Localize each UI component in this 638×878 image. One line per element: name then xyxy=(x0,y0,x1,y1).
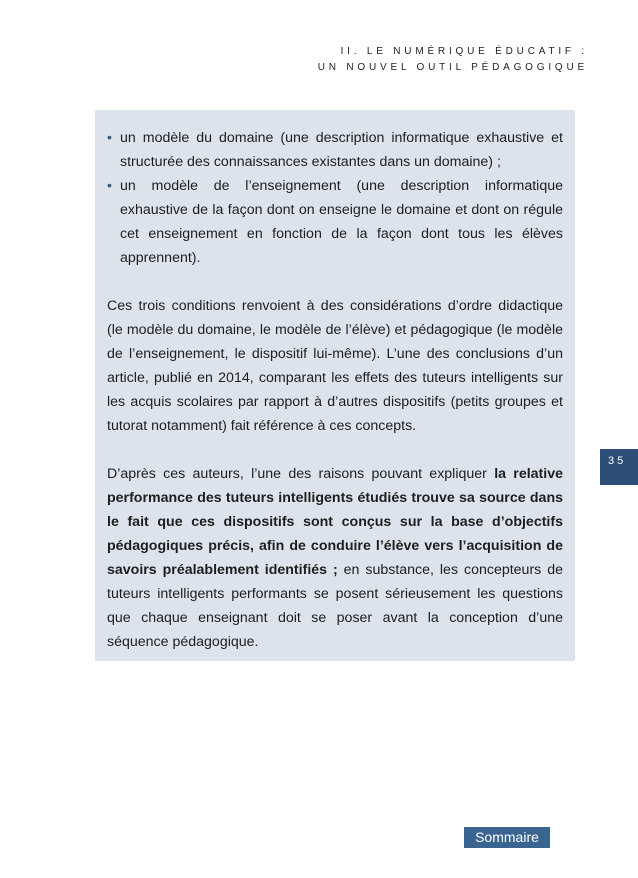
header-line-2: UN NOUVEL OUTIL PÉDAGOGIQUE xyxy=(317,62,588,73)
paragraph-2-bold: la relative performance des tuteurs intelligents étudiés trouve sa source dans le fait que ces dispositifs sont conçus sur la base d’objectifs pédagogiques précis, afin de conduire l’élève vers l’acquisition de savoirs préalablement identifiés ; xyxy=(107,466,563,578)
page-number-tab: 35 xyxy=(600,449,638,485)
paragraph-2 xyxy=(107,462,563,654)
list-item xyxy=(107,126,563,174)
bullet-icon: • xyxy=(107,130,112,146)
list-item-text: un modèle de l’enseignement (une description informatique exhaustive de la façon dont on enseigne le domaine et dont on régule cet enseignement en fonction de la façon dont tous les élèves apprennent). xyxy=(120,178,563,266)
paragraph-2-rest: en substance, les concepteurs de tuteurs intelligents performants se posent sérieusement les questions que chaque enseignant doit se poser avant la conception d’une séquence pédagogique. xyxy=(107,562,563,650)
list-item-text: un modèle du domaine (une description informatique exhaustive et structurée des connaissances existantes dans un domaine) ; xyxy=(120,130,563,170)
paragraph-2-intro: D’après ces auteurs, l’une des raisons pouvant expliquer xyxy=(107,466,495,482)
header-line-1: II. LE NUMÉRIQUE ÉDUCATIF : xyxy=(340,46,588,57)
bullet-list xyxy=(107,126,563,270)
paragraph-1: Ces trois conditions renvoient à des considérations d’ordre didactique (le modèle du domaine, le modèle de l’élève) et pédagogique (le modèle de l’enseignement, le dispositif lui-même). L’une des conclusions d’un article, publié en 2014, comparant les effets des tuteurs intelligents sur les acquis scolaires par rapport à d’autres dispositifs (petits groupes et tutorat notamment) fait référence à ces concepts. xyxy=(107,298,563,434)
content-box xyxy=(95,110,575,661)
running-header xyxy=(318,44,588,76)
sommaire-button[interactable]: Sommaire xyxy=(464,827,550,848)
bullet-icon: • xyxy=(107,178,112,194)
list-item xyxy=(107,174,563,270)
